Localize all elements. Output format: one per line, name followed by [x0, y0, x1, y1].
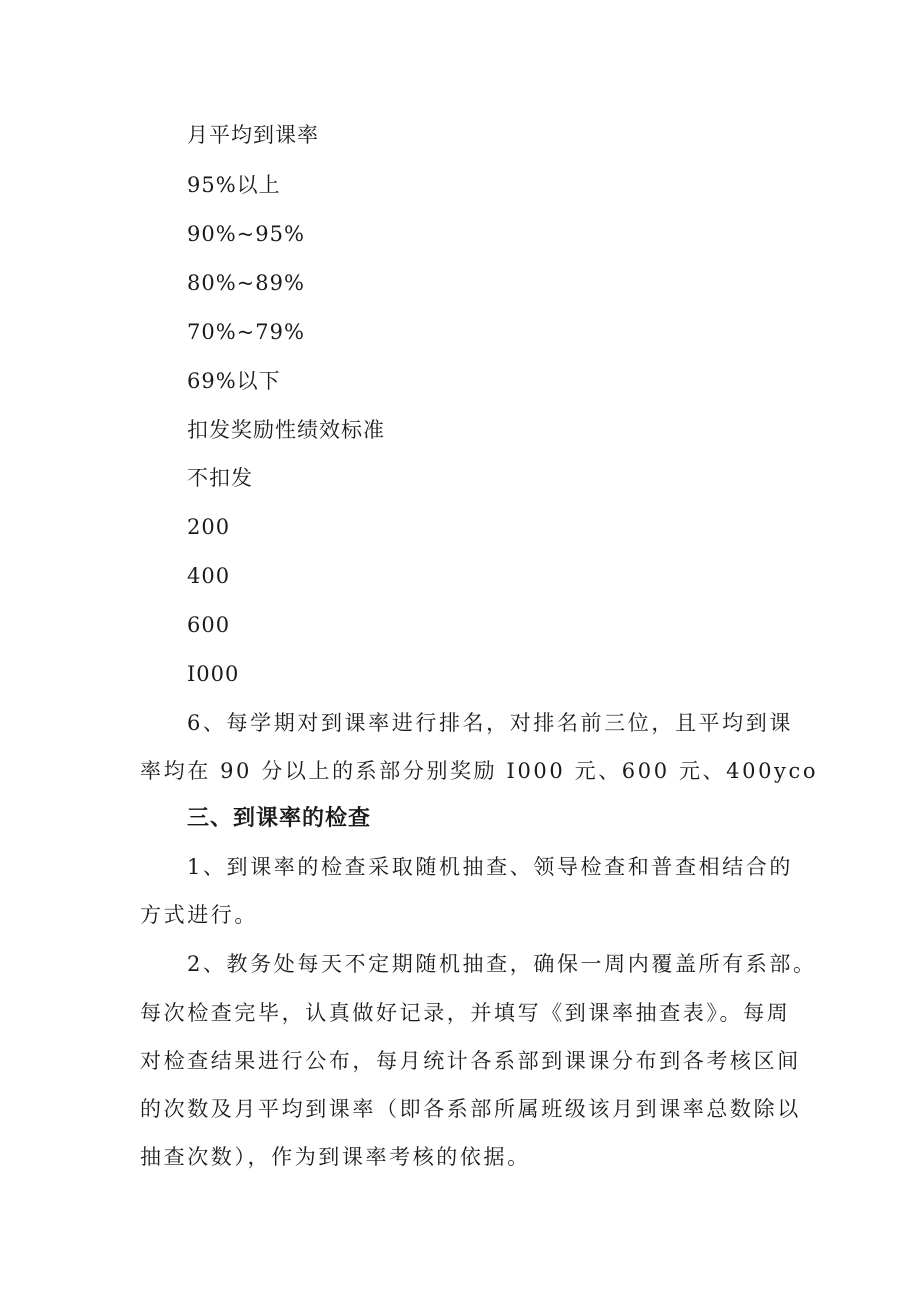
item6-line: 6、每学期对到课率进行排名，对排名前三位，且平均到课: [187, 711, 793, 735]
deduction-item: 600: [187, 613, 231, 637]
paragraph-1-line: 方式进行。: [140, 903, 258, 927]
paragraph-2-line: 每次检查完毕，认真做好记录，并填写《到课率抽查表》。每周: [140, 1001, 791, 1025]
deduction-item: 不扣发: [187, 466, 253, 490]
paragraph-2-line: 的次数及月平均到课率（即各系部所属班级该月到课率总数除以: [140, 1097, 801, 1121]
paragraph-1-line: 1、到课率的检查采取随机抽查、领导检查和普查相结合的: [187, 855, 793, 879]
paragraph-2-line: 2、教务处每天不定期随机抽查，确保一周内覆盖所有系部。: [187, 952, 817, 976]
section-heading: 三、到课率的检查: [187, 806, 372, 831]
deduction-item: 400: [187, 564, 231, 588]
rate-item: 95%以上: [187, 173, 281, 197]
item6-line: 率均在 90 分以上的系部分别奖励 I000 元、600 元、400yco: [140, 759, 819, 783]
paragraph-2-line: 抽查次数），作为到课率考核的依据。: [140, 1145, 531, 1169]
rate-header: 月平均到课率: [187, 123, 319, 147]
deduction-item: I000: [187, 662, 240, 686]
deduction-item: 200: [187, 515, 231, 539]
rate-item: 80%~89%: [187, 271, 305, 295]
rate-item: 90%~95%: [187, 222, 305, 246]
rate-item: 69%以下: [187, 369, 281, 393]
deduction-header: 扣发奖励性绩效标准: [187, 418, 385, 442]
rate-item: 70%~79%: [187, 320, 305, 344]
paragraph-2-line: 对检查结果进行公布，每月统计各系部到课课分布到各考核区间: [140, 1049, 801, 1073]
